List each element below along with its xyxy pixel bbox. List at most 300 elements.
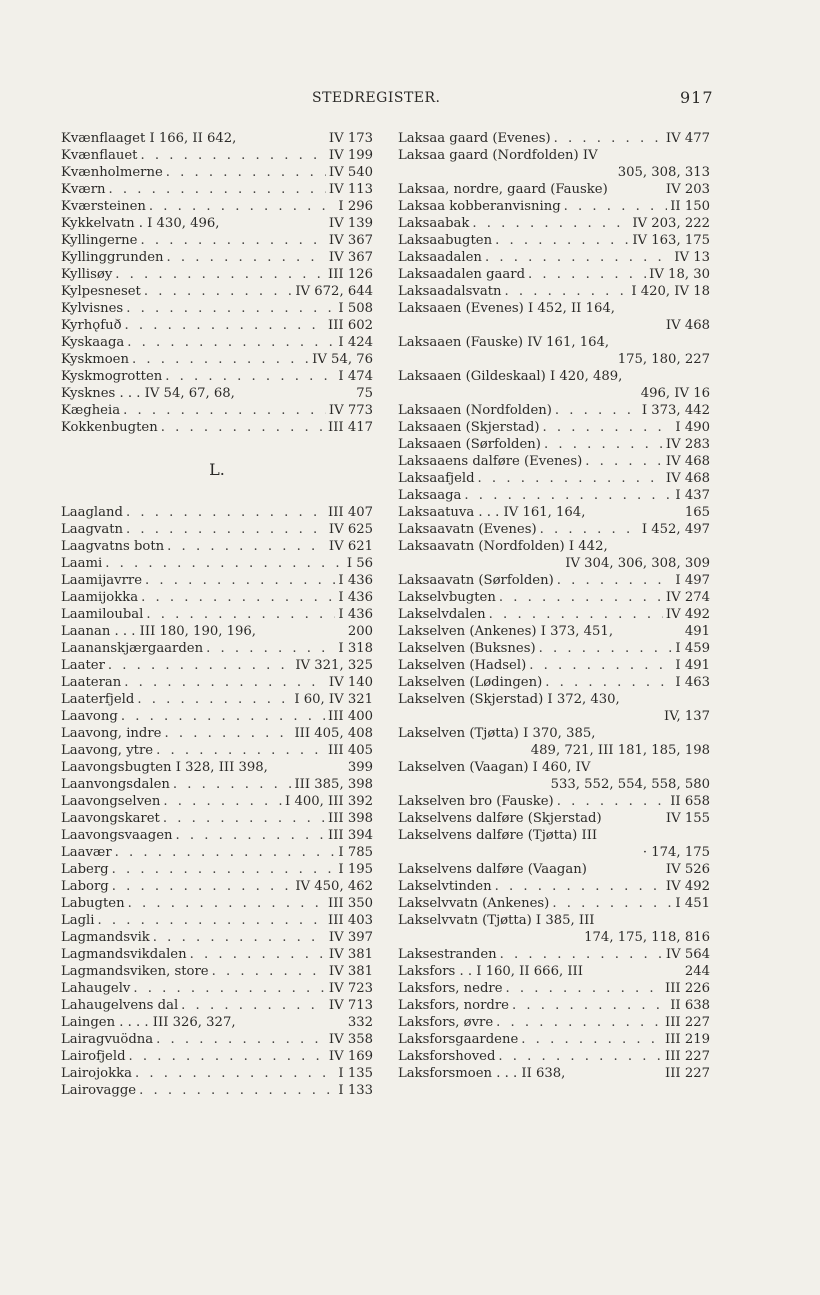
entry-reference: IV 381 (328, 947, 373, 962)
index-entry (398, 487, 710, 504)
index-entry (61, 317, 373, 334)
index-entry (61, 980, 373, 997)
index-entry (61, 385, 373, 402)
entry-reference: IV 564 (665, 947, 710, 962)
index-entry (61, 1065, 373, 1082)
index-entry (61, 623, 373, 640)
entry-continuation: 175, 180, 227 (617, 352, 710, 367)
entry-reference: I 474 (338, 369, 373, 384)
entry-name: Lakselvvatn (Ankenes) (398, 896, 550, 911)
index-entry (398, 266, 710, 283)
index-entry (61, 878, 373, 895)
entry-name: Laksfors, øvre (398, 1015, 494, 1030)
index-entry (398, 368, 710, 385)
dot-leader (539, 419, 672, 436)
entry-name: Kværsteinen (61, 199, 146, 214)
dot-leader (203, 640, 335, 657)
index-entry (398, 963, 710, 980)
entry-name: Lakselvens dalføre (Tjøtta) III (398, 828, 598, 843)
index-entry (398, 385, 710, 402)
dot-leader (123, 504, 325, 521)
index-entry (398, 130, 710, 147)
entry-name: Lahaugelvens dal (61, 998, 179, 1013)
entry-name: Lakselven (Hadsel) (398, 658, 527, 673)
entry-reference: IV 492 (665, 879, 710, 894)
dot-leader (461, 487, 672, 504)
entry-name: Lakselven (Ankenes) I 373, 451, (398, 624, 614, 639)
entry-name: Lagli (61, 913, 95, 928)
entry-name: Laingen . . . . III 326, 327, (61, 1015, 236, 1030)
entry-reference: I 490 (675, 420, 710, 435)
entry-name: Laksaadalen gaard (398, 267, 526, 282)
entry-reference: IV 468 (665, 471, 710, 486)
spacer (268, 759, 345, 776)
dot-leader (496, 589, 663, 606)
entry-continuation: 489, 721, III 181, 185, 198 (530, 743, 710, 758)
dot-leader (542, 674, 672, 691)
spacer (609, 334, 707, 351)
index-entry (61, 504, 373, 521)
dot-leader (106, 181, 326, 198)
spacer (235, 385, 353, 402)
left-column (61, 130, 373, 1099)
index-entry (398, 759, 710, 776)
index-entry (398, 708, 710, 725)
entry-reference: 75 (356, 386, 373, 401)
index-entry (61, 742, 373, 759)
entry-name: Laagvatn (61, 522, 124, 537)
spacer (236, 130, 326, 147)
entry-name: Laavong, indre (61, 726, 162, 741)
index-entry (398, 538, 710, 555)
entry-reference: III 417 (328, 420, 373, 435)
dot-leader (136, 1082, 335, 1099)
entry-name: Lakselven (Tjøtta) I 370, 385, (398, 726, 596, 741)
dot-leader (102, 555, 344, 572)
index-entry (398, 147, 710, 164)
entry-name: Laksaabugten (398, 233, 493, 248)
entry-name: Laateran (61, 675, 122, 690)
index-entry (61, 1014, 373, 1031)
index-entry (398, 912, 710, 929)
dot-leader (112, 266, 325, 283)
spacer (608, 181, 663, 198)
index-entry (398, 453, 710, 470)
spacer (565, 1065, 662, 1082)
entry-name: Laksaaen (Fauske) IV 161, 164, (398, 335, 610, 350)
entry-name: Laksaadalsvatn (398, 284, 502, 299)
index-entry (61, 215, 373, 232)
dot-leader (561, 198, 668, 215)
index-entry (398, 1065, 710, 1082)
index-entry (398, 623, 710, 640)
entry-reference: III 405 (328, 743, 373, 758)
entry-reference: II 150 (670, 199, 710, 214)
entry-reference: I 451 (675, 896, 710, 911)
index-entry (398, 283, 710, 300)
entry-name: Kylvisnes (61, 301, 124, 316)
dot-leader (173, 827, 326, 844)
index-entry (398, 419, 710, 436)
index-entry (398, 351, 710, 368)
spacer (620, 691, 707, 708)
dot-leader (554, 572, 673, 589)
entry-name: Laksaa gaard (Evenes) (398, 131, 551, 146)
page-number: 917 (680, 88, 714, 107)
entry-name: Lairagvuödna (61, 1032, 154, 1047)
entry-reference: I 373, 442 (641, 403, 710, 418)
index-entry (398, 725, 710, 742)
index-entry (61, 419, 373, 436)
entry-reference (707, 334, 710, 351)
entry-name: Laavong (61, 709, 118, 724)
dot-leader (105, 657, 292, 674)
index-entry (61, 827, 373, 844)
dot-leader (137, 232, 325, 249)
entry-reference: III 394 (328, 828, 373, 843)
index-entry (398, 878, 710, 895)
dot-leader (125, 895, 325, 912)
entry-reference: I 463 (675, 675, 710, 690)
entry-reference: III 219 (665, 1032, 710, 1047)
dot-leader (164, 249, 326, 266)
dot-leader (134, 691, 291, 708)
dot-leader (123, 300, 335, 317)
entry-reference: II 658 (670, 794, 710, 809)
entry-reference: III 227 (665, 1066, 710, 1081)
entry-reference: 491 (684, 624, 710, 639)
entry-name: Laksforsgaardene (398, 1032, 519, 1047)
entry-reference: IV 477 (665, 131, 710, 146)
entry-continuation: 533, 552, 554, 558, 580 (550, 777, 710, 792)
entry-continuation: IV, 137 (664, 709, 710, 724)
entry-name: Laanan . . . III 180, 190, 196, (61, 624, 256, 639)
entry-name: Lairofjeld (61, 1049, 126, 1064)
entry-reference: IV 625 (328, 522, 373, 537)
entry-reference (707, 691, 710, 708)
dot-leader (126, 1048, 326, 1065)
entry-reference: I 195 (338, 862, 373, 877)
entry-reference: III 407 (328, 505, 373, 520)
entry-reference (707, 300, 710, 317)
entry-reference: 165 (684, 505, 710, 520)
dot-leader (112, 844, 336, 861)
entry-name: Laksaatuva . . . IV 161, 164, (398, 505, 586, 520)
entry-reference: I 785 (338, 845, 373, 860)
index-entry (61, 249, 373, 266)
entry-reference (707, 538, 710, 555)
index-entry (398, 793, 710, 810)
index-entry (398, 980, 710, 997)
entry-name: Laksfors, nordre (398, 998, 509, 1013)
entry-reference: IV 54, 76 (312, 352, 373, 367)
entry-name: Laamijavrre (61, 573, 143, 588)
entry-name: Lakselven bro (Fauske) (398, 794, 554, 809)
dot-leader (582, 453, 663, 470)
index-entry (398, 810, 710, 827)
entry-name: Laksaabak (398, 216, 470, 231)
entry-reference: I 491 (675, 658, 710, 673)
entry-name: Lairojokka (61, 1066, 132, 1081)
index-entry (398, 1014, 710, 1031)
spacer (595, 725, 707, 742)
entry-name: Laavongskaret (61, 811, 160, 826)
index-entry (398, 1048, 710, 1065)
entry-reference: III 405, 408 (294, 726, 373, 741)
index-entry (398, 436, 710, 453)
entry-name: Laavongsvaagen (61, 828, 173, 843)
entry-reference: III 126 (328, 267, 373, 282)
dot-leader (178, 997, 326, 1014)
index-entry (61, 963, 373, 980)
entry-reference (707, 759, 710, 776)
dot-leader (518, 1031, 662, 1048)
entry-reference: IV 203 (665, 182, 710, 197)
spacer (598, 147, 707, 164)
index-entry (61, 266, 373, 283)
index-entry (61, 895, 373, 912)
entry-name: Lakselvtinden (398, 879, 492, 894)
entry-name: Laksaafjeld (398, 471, 475, 486)
entry-name: Lakselvbugten (398, 590, 496, 605)
dot-leader (492, 232, 629, 249)
entry-name: Kægheia (61, 403, 121, 418)
dot-leader (552, 402, 639, 419)
index-entry (398, 827, 710, 844)
entry-name: Laavongselven (61, 794, 161, 809)
page-title: STEDREGISTER. (312, 90, 441, 106)
entry-reference: IV 450, 462 (295, 879, 373, 894)
entry-continuation: IV 468 (665, 318, 710, 333)
index-entry (398, 232, 710, 249)
index-entry (61, 368, 373, 385)
index-entry (61, 198, 373, 215)
index-entry (61, 300, 373, 317)
dot-leader (120, 402, 326, 419)
entry-reference: IV 621 (328, 539, 373, 554)
spacer (219, 215, 325, 232)
dot-leader (486, 606, 663, 623)
index-entry (398, 691, 710, 708)
dot-leader (509, 997, 667, 1014)
index-entry (398, 895, 710, 912)
index-entry (61, 181, 373, 198)
entry-reference: I 459 (675, 641, 710, 656)
index-entry (61, 793, 373, 810)
entry-name: Laavær (61, 845, 112, 860)
entry-name: Laksaa kobberanvisning (398, 199, 561, 214)
entry-name: Kyrhǫfuð (61, 318, 122, 333)
right-column (398, 130, 710, 1082)
entry-name: Kysknes . . . IV 54, 67, 68, (61, 386, 235, 401)
entry-name: Lakselven (Buksnes) (398, 641, 536, 656)
dot-leader (130, 980, 326, 997)
dot-leader (502, 283, 629, 300)
index-entry (398, 164, 710, 181)
section-letter: L. (209, 460, 225, 479)
entry-name: Laksaaens dalføre (Evenes) (398, 454, 583, 469)
entry-reference: IV 526 (665, 862, 710, 877)
dot-leader (493, 1014, 662, 1031)
dot-leader (142, 572, 335, 589)
spacer (615, 300, 707, 317)
index-entry (61, 130, 373, 147)
entry-reference: III 227 (665, 1015, 710, 1030)
dot-leader (469, 215, 629, 232)
entry-name: Laamiloubal (61, 607, 144, 622)
entry-name: Laksforsmoen . . . II 638, (398, 1066, 566, 1081)
entry-continuation: IV 304, 306, 308, 309 (565, 556, 710, 571)
entry-name: Kylpesneset (61, 284, 141, 299)
entry-name: Lahaugelv (61, 981, 131, 996)
entry-reference: IV 139 (328, 216, 373, 231)
index-entry (398, 334, 710, 351)
dot-leader (537, 521, 639, 538)
index-entry (61, 776, 373, 793)
index-entry (398, 929, 710, 946)
entry-reference: III 227 (665, 1049, 710, 1064)
dot-leader (163, 164, 326, 181)
entry-name: Lakselvdalen (398, 607, 486, 622)
entry-name: Laanvongsdalen (61, 777, 170, 792)
index-entry (61, 725, 373, 742)
index-entry (61, 521, 373, 538)
index-entry (398, 742, 710, 759)
index-entry (61, 657, 373, 674)
entry-reference: III 602 (328, 318, 373, 333)
spacer (597, 827, 707, 844)
entry-reference: IV 199 (328, 148, 373, 163)
entry-name: Laagland (61, 505, 123, 520)
index-entry (61, 708, 373, 725)
index-entry (398, 470, 710, 487)
entry-reference: IV 18, 30 (649, 267, 710, 282)
entry-name: Laksaa, nordre, gaard (Fauske) (398, 182, 608, 197)
index-entry (398, 997, 710, 1014)
index-entry (61, 691, 373, 708)
spacer (590, 759, 707, 776)
index-entry (398, 215, 710, 232)
entry-reference: IV 283 (665, 437, 710, 452)
entry-reference: IV 358 (328, 1032, 373, 1047)
index-entry (61, 810, 373, 827)
entry-reference: IV 274 (665, 590, 710, 605)
entry-name: Kokkenbugten (61, 420, 158, 435)
index-entry (398, 674, 710, 691)
page-header (0, 90, 820, 110)
entry-reference: IV 173 (328, 131, 373, 146)
index-entry (398, 402, 710, 419)
entry-reference: IV 367 (328, 233, 373, 248)
entry-reference: I 135 (338, 1066, 373, 1081)
dot-leader (123, 521, 326, 538)
entry-name: Laater (61, 658, 105, 673)
entry-reference: IV 468 (665, 454, 710, 469)
dot-leader (150, 929, 326, 946)
dot-leader (153, 742, 325, 759)
index-entry (398, 640, 710, 657)
entry-name: Laksaaen (Evenes) I 452, II 164, (398, 301, 615, 316)
index-entry (398, 572, 710, 589)
entry-name: Laksforshoved (398, 1049, 496, 1064)
dot-leader (121, 674, 326, 691)
entry-reference: IV 723 (328, 981, 373, 996)
entry-continuation: 496, IV 16 (640, 386, 710, 401)
index-entry (61, 572, 373, 589)
entry-reference: IV 321, 325 (295, 658, 373, 673)
entry-reference: IV 713 (328, 998, 373, 1013)
entry-reference: IV 163, 175 (632, 233, 710, 248)
dot-leader (536, 640, 673, 657)
entry-reference: IV 773 (328, 403, 373, 418)
entry-reference: 399 (347, 760, 373, 775)
dot-leader (503, 980, 662, 997)
dot-leader (495, 1048, 662, 1065)
dot-leader (187, 946, 326, 963)
entry-name: Laksaavatn (Sørfolden) (398, 573, 554, 588)
index-entry (61, 351, 373, 368)
entry-reference: III 398 (328, 811, 373, 826)
entry-name: Laamijokka (61, 590, 139, 605)
entry-name: Lakselven (Vaagan) I 460, IV (398, 760, 591, 775)
index-entry (398, 317, 710, 334)
spacer (608, 538, 707, 555)
entry-name: Kvænflaaget I 166, II 642, (61, 131, 237, 146)
index-entry (398, 657, 710, 674)
index-entry (398, 198, 710, 215)
dot-leader (525, 266, 646, 283)
dot-leader (160, 810, 325, 827)
index-entry (398, 606, 710, 623)
dot-leader (160, 793, 282, 810)
spacer (613, 623, 682, 640)
dot-leader (129, 351, 309, 368)
entry-name: Kyskaaga (61, 335, 125, 350)
dot-leader (497, 946, 663, 963)
entry-reference: IV 492 (665, 607, 710, 622)
index-entry (61, 912, 373, 929)
dot-leader (95, 912, 326, 929)
entry-name: Labugten (61, 896, 125, 911)
entry-reference: IV 381 (328, 964, 373, 979)
entry-name: Kyllinggrunden (61, 250, 164, 265)
spacer (587, 861, 663, 878)
entry-name: Lakselven (Skjerstad) I 372, 430, (398, 692, 620, 707)
index-entry (61, 946, 373, 963)
dot-leader (153, 1031, 326, 1048)
entry-reference: I 56 (346, 556, 373, 571)
entry-name: Laksaavatn (Evenes) (398, 522, 537, 537)
entry-name: Laksaaga (398, 488, 462, 503)
spacer (585, 504, 681, 521)
entry-reference: I 436 (338, 573, 373, 588)
index-entry (398, 504, 710, 521)
entry-name: Laavongsbugten I 328, III 398, (61, 760, 268, 775)
entry-reference: I 296 (338, 199, 373, 214)
entry-reference: 332 (347, 1015, 373, 1030)
entry-name: Kyskmoen (61, 352, 129, 367)
entry-reference: IV 169 (328, 1049, 373, 1064)
entry-reference: I 318 (338, 641, 373, 656)
entry-reference: I 437 (675, 488, 710, 503)
entry-reference: I 424 (338, 335, 373, 350)
dot-leader (109, 878, 293, 895)
index-entry (398, 776, 710, 793)
entry-reference (707, 147, 710, 164)
entry-name: Laksaaen (Nordfolden) (398, 403, 552, 418)
index-entry (61, 402, 373, 419)
entry-reference: III 400 (328, 709, 373, 724)
